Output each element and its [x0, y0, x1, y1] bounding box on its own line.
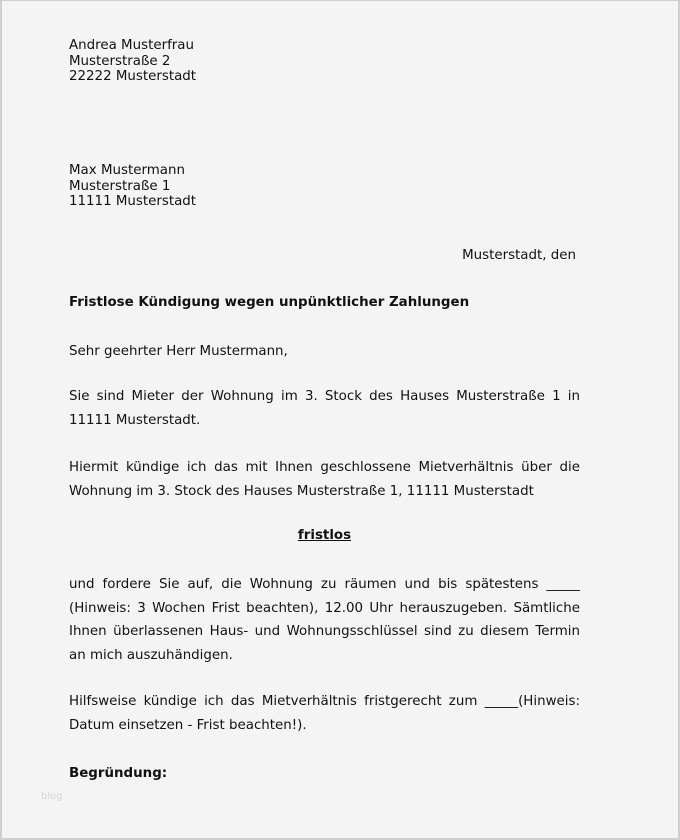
section-heading-reason: Begründung: — [69, 766, 168, 781]
recipient-street: Musterstraße 1 — [69, 178, 171, 194]
paragraph-vacate-demand: und fordere Sie auf, die Wohnung zu räumen und bis spätestens _____ (Hinweis: 3 Wochen Frist beachten), 12.00 Uhr herauszugeben. Sämtliche Ihnen überlassenen Haus- und Wohnungsschlüssel sind zu diesem Termin an mich auszuhändigen. — [69, 577, 580, 663]
recipient-address — [69, 163, 196, 210]
recipient-name: Max Mustermann — [69, 163, 185, 178]
sender-address — [69, 38, 196, 85]
date-line: Musterstadt, den — [462, 248, 576, 263]
sender-city: 22222 Musterstadt — [69, 69, 197, 84]
sender-name: Andrea Musterfrau — [69, 38, 194, 53]
watermark: blog — [41, 791, 63, 802]
paragraph-termination: Hiermit kündige ich das mit Ihnen geschlossene Mietverhältnis über die Wohnung im 3. Stock des Hauses Musterstraße 1, 11111 Musterstadt — [69, 460, 580, 499]
subject-line: Fristlose Kündigung wegen unpünktlicher Zahlungen — [69, 295, 470, 310]
emphasis-fristlos: fristlos — [297, 528, 352, 543]
salutation: Sehr geehrter Herr Mustermann, — [69, 344, 288, 359]
sender-street: Musterstraße 2 — [69, 53, 171, 69]
paragraph-alternative-termination: Hilfsweise kündige ich das Mietverhältnis fristgerecht zum _____(Hinweis: Datum einsetzen - Frist beachten!). — [69, 694, 580, 733]
recipient-city: 11111 Musterstadt — [69, 194, 197, 209]
paragraph-tenant-info: Sie sind Mieter der Wohnung im 3. Stock des Hauses Musterstraße 1 in 11111 Musterstadt. — [69, 389, 580, 428]
